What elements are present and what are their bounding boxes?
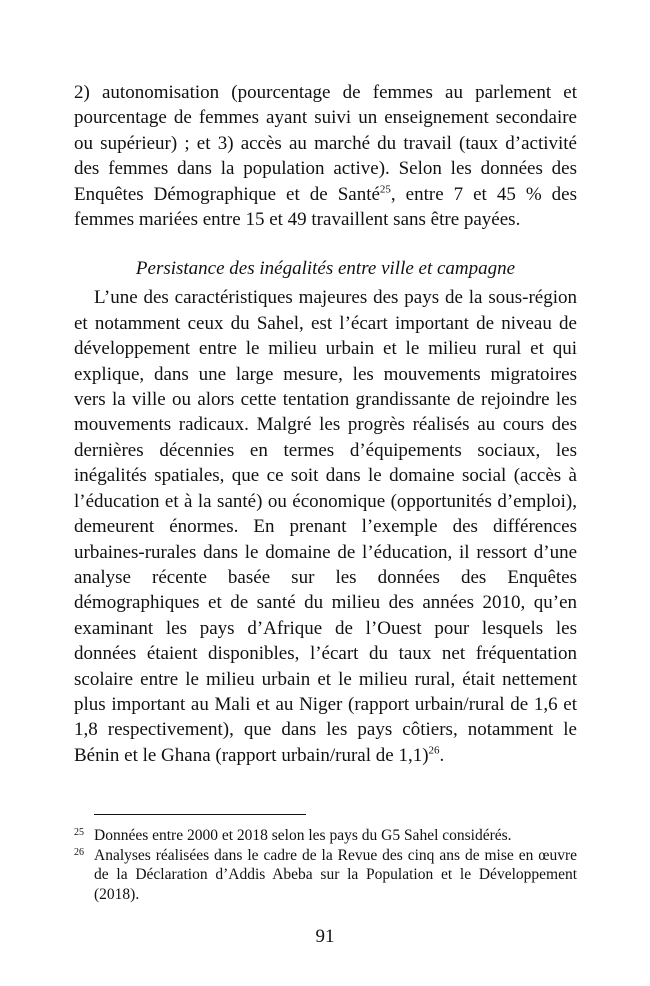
footnote-text: Analyses réalisées dans le cadre de la Revue des cinq ans de mise en œuvre de la Déclaration d’Addis Abeba sur la Population et le Développement (2018). [94, 846, 577, 903]
paragraph-2-text-b: . [439, 744, 445, 766]
paragraph-2-text-a: L’une des caractéristiques majeures des pays de la sous-région et notamment ceux du Sahel, est l’écart important de niveau de développement entre le milieu urbain et le milieu rural et qui explique, dans une large mesure, les mouvements migratoires vers la ville ou alors cette tentation grandissante de rejoindre les mouvements radicaux. Malgré les progrès réalisés au cours des dernières décennies en termes d’équipements sociaux, les inégalités spatiales, que ce soit dans le domaine social (accès à l’éducation et à la santé) ou économique (opportunités d’emploi), demeurent énormes. En prenant l’exemple des différences urbaines-rurales dans le domaine de l’éducation, il ressort d’une analyse récente basée sur les données des Enquêtes démographiques et de santé du milieu des années 2010, qu’en examinant les pays d’Afrique de l’Ouest pour lesquels les données étaient disponibles, l’écart du taux net fréquentation scolaire entre le milieu urbain et le milieu rural, était nettement plus important au Mali et au Niger (rapport urbain/rural de 1,6 et 1,8 respectivement), que dans les pays côtiers, notamment le Bénin et le Ghana (rapport urbain/rural de 1,1) [74, 287, 577, 766]
page-number: 91 [315, 926, 335, 947]
paragraph-1-text-b: , entre 7 et 45 % des femmes mariées entre 15 et 49 travaillent sans être payées. [74, 183, 577, 231]
page-body [74, 80, 577, 768]
footnote-25 [74, 826, 577, 846]
footnote-ref-25[interactable]: 25 [379, 183, 391, 196]
paragraph-2 [74, 285, 577, 768]
footnote-number: 25 [74, 827, 84, 838]
footnote-separator [94, 814, 306, 815]
paragraph-1 [74, 80, 577, 232]
footnote-ref-26[interactable]: 26 [428, 744, 440, 757]
footnote-text: Données entre 2000 et 2018 selon les pays du G5 Sahel considérés. [94, 827, 512, 844]
section-heading: Persistance des inégalités entre ville et campagne [135, 258, 516, 280]
paragraph-1-text-a: 2) autonomisation (pourcentage de femmes au parlement et pourcentage de femmes ayant suivi un enseignement secondaire ou supérieur) ; et 3) accès au marché du travail (taux d’activité des femmes dans la population active). Selon les données des Enquêtes Démographique et de Santé [74, 82, 577, 205]
footnotes [74, 826, 577, 904]
footnote-number: 26 [74, 846, 84, 858]
footnote-26 [74, 846, 577, 905]
